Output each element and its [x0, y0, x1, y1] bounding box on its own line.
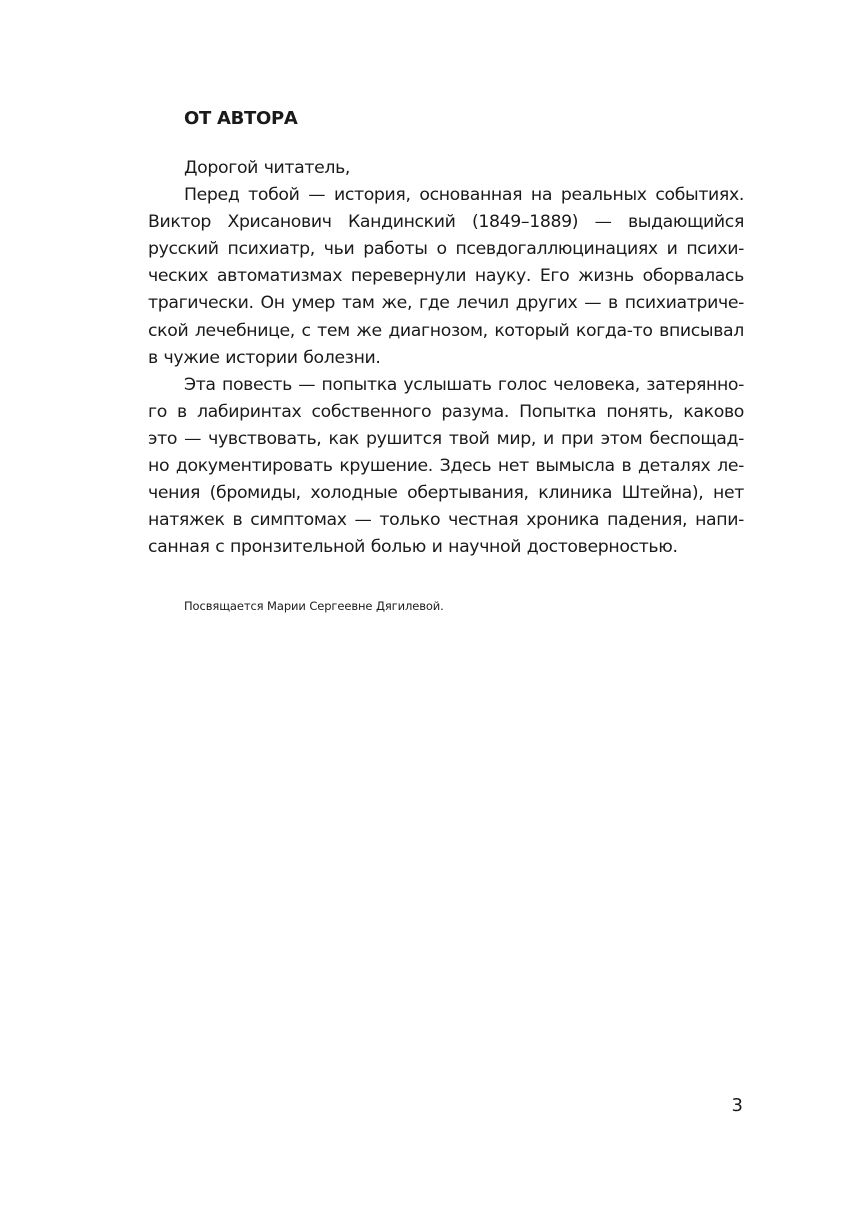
text-line: чения (бромиды, холодные обертывания, клиника Штейна), нет [148, 483, 744, 504]
text-line: русский психиатр, чьи работы о псевдогаллюцинациях и психи- [148, 239, 744, 260]
text-line: ской лечебнице, с тем же диагнозом, который когда-то вписывал [148, 320, 744, 341]
text-line: Эта повесть — попытка услышать голос человека, затерянно- [184, 374, 744, 395]
paragraph-1 [148, 182, 744, 372]
paragraph-2 [148, 372, 744, 562]
text-line: Перед тобой — история, основанная на реальных событиях. [184, 185, 744, 206]
text-line: но документировать крушение. Здесь нет вымысла в деталях ле- [148, 456, 744, 477]
dedication: Посвящается Марии Сергеевне Дягилевой. [184, 599, 444, 613]
text-line: ческих автоматизмах перевернули науку. Его жизнь оборвалась [148, 266, 744, 287]
text-line: в чужие истории болезни. [148, 347, 381, 368]
text-line: трагически. Он умер там же, где лечил других — в психиатриче- [148, 293, 744, 314]
text-line: Виктор Хрисанович Кандинский (1849–1889) — выдающийся [148, 212, 744, 233]
author-foreword-text [148, 155, 744, 561]
text-line: это — чувствовать, как рушится твой мир, и при этом беспощад- [148, 428, 744, 449]
text-line: санная с пронзительной болью и научной достоверностью. [148, 537, 678, 558]
text-line: натяжек в симптомах — только честная хроника падения, напи- [148, 510, 744, 531]
page-number: 3 [731, 1095, 743, 1116]
section-heading: ОТ АВТОРА [184, 108, 298, 129]
greeting-line: Дорогой читатель, [184, 158, 351, 178]
text-line: го в лабиринтах собственного разума. Попытка понять, каково [148, 401, 744, 422]
